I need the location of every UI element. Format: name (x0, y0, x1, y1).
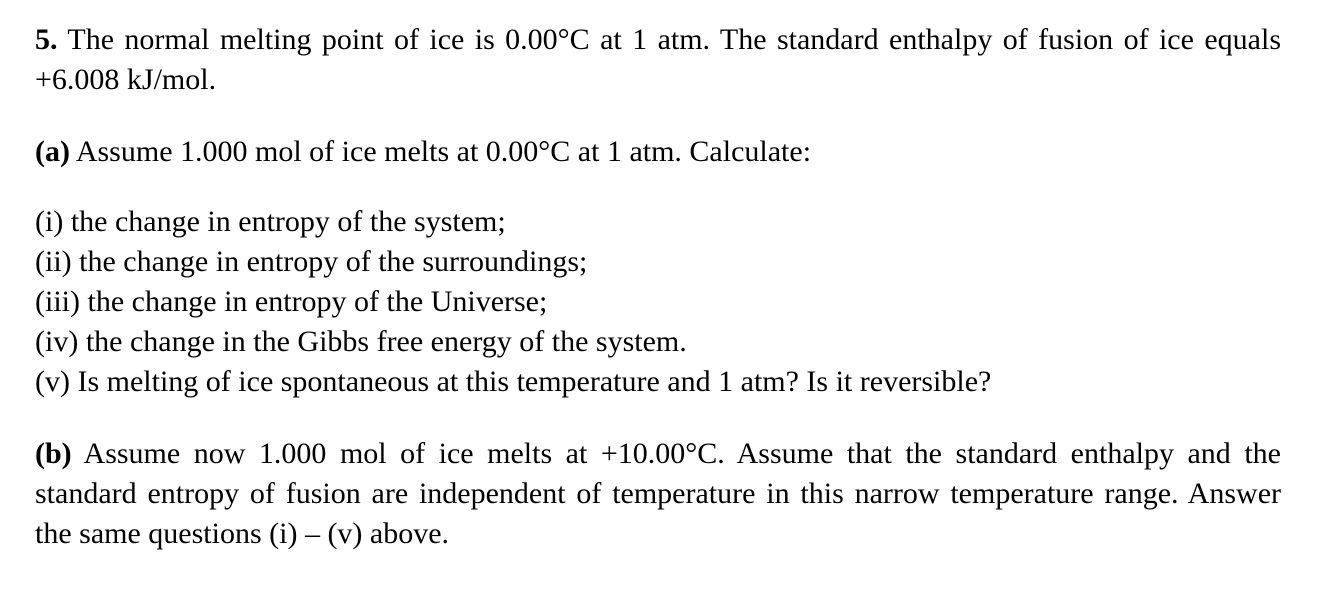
list-item-iv: (iv) the change in the Gibbs free energy of the system. (35, 325, 687, 358)
spacer (35, 402, 1281, 434)
part-a-text: Assume 1.000 mol of ice melts at 0.00°C at 1 atm. Calculate: (75, 135, 812, 168)
part-a-list (35, 202, 1281, 402)
part-a-prompt (35, 132, 1281, 172)
question-number: 5. (35, 23, 58, 56)
part-a-label: (a) (35, 135, 70, 168)
part-b-text: Assume now 1.000 mol of ice melts at +10.00°C. Assume that the standard enthalpy and the standard entropy of fusion are independent of temperature in this narrow temperature range. Answer the same questions (i) – (v) above. (35, 437, 1281, 550)
question-intro (35, 20, 1281, 100)
list-item-v: (v) Is melting of ice spontaneous at this temperature and 1 atm? Is it reversible? (35, 365, 992, 398)
spacer (35, 100, 1281, 132)
question-intro-text: The normal melting point of ice is 0.00°C at 1 atm. The standard enthalpy of fusion of ice equals +6.008 kJ/mol. (35, 23, 1281, 96)
list-item-iii: (iii) the change in entropy of the Universe; (35, 285, 548, 318)
list-item-i: (i) the change in entropy of the system; (35, 205, 506, 238)
list-item-ii: (ii) the change in entropy of the surroundings; (35, 245, 588, 278)
part-b-prompt (35, 434, 1281, 554)
document-page (35, 20, 1281, 554)
spacer (35, 172, 1281, 202)
part-b-label: (b) (35, 437, 72, 470)
